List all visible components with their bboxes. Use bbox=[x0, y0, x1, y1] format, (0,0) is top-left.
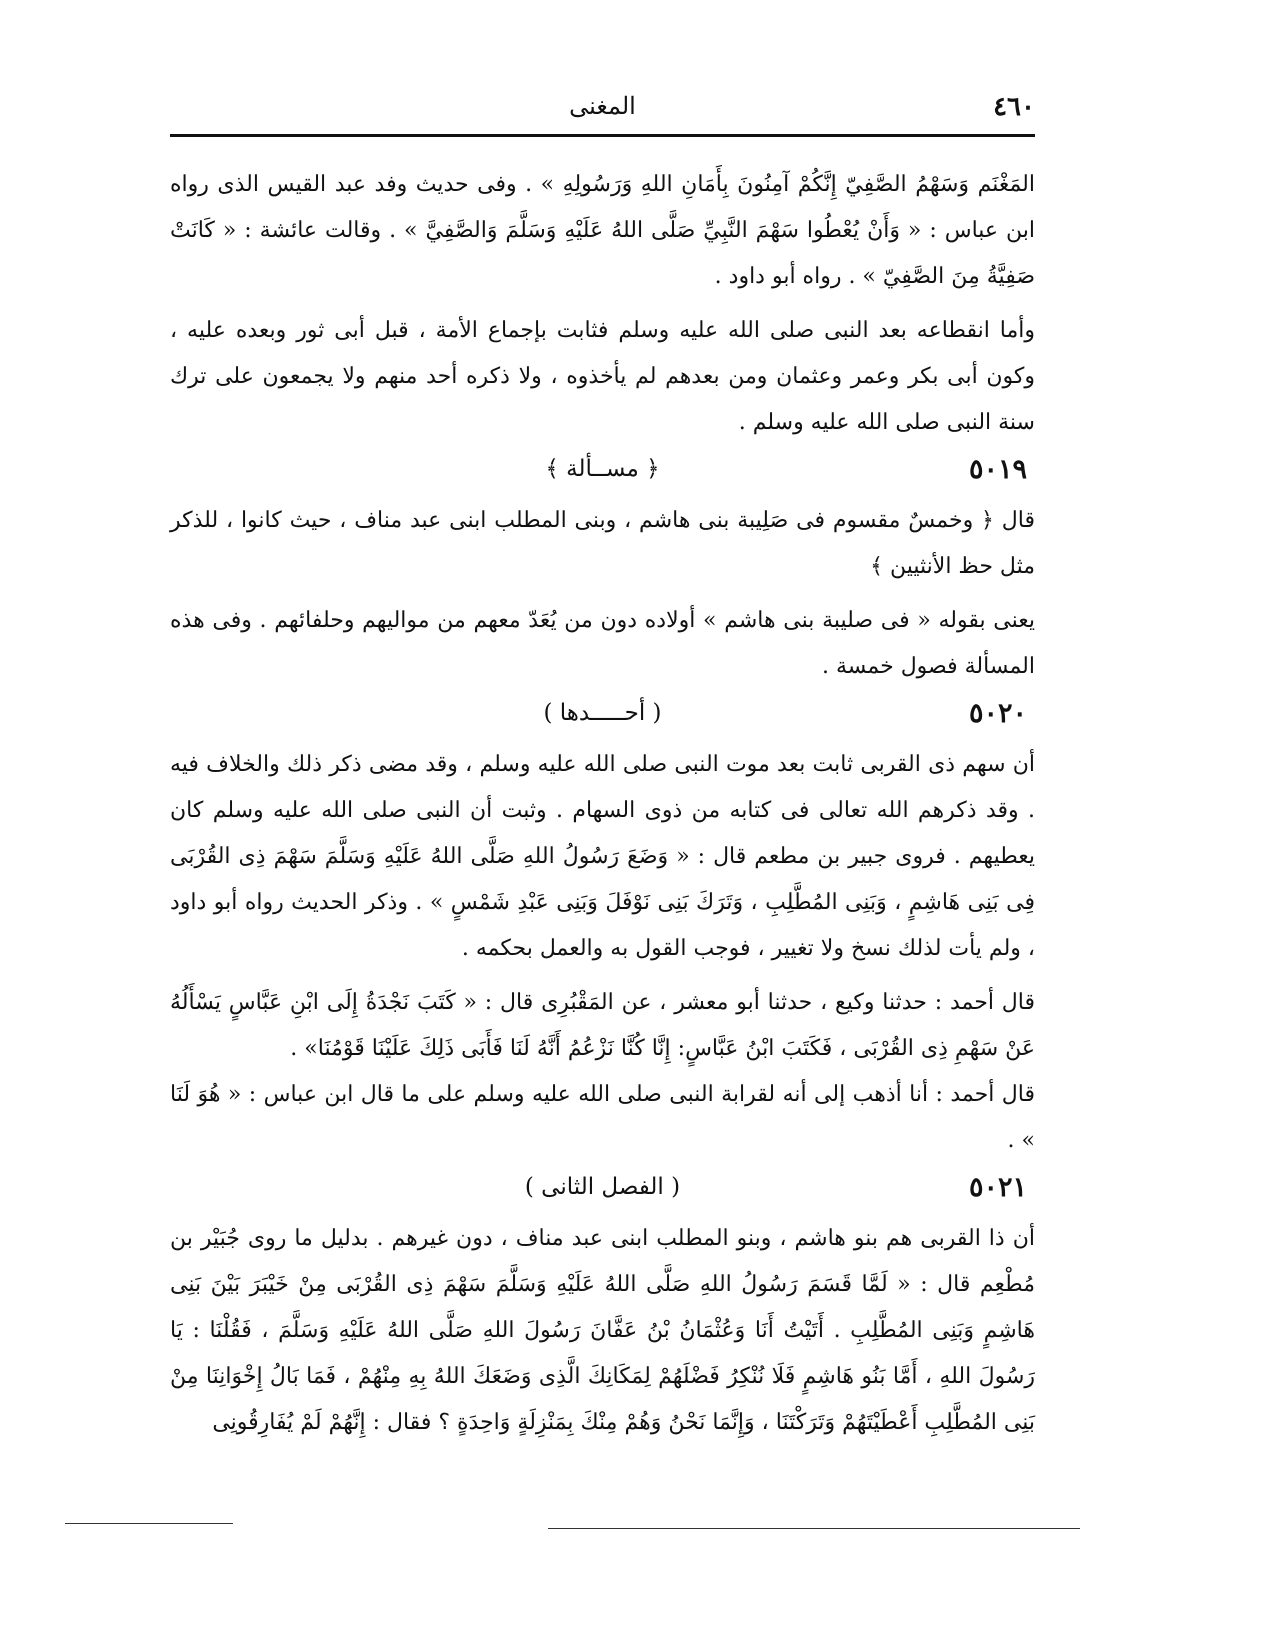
paragraph-3: قال ﴿ وخمسٌ مقسوم فى صَلِيبة بنى هاشم ، وبنى المطلب ابنى عبد مناف ، حيث كانوا ، للذكر مثل حظ الأنثيين ﴾ bbox=[170, 508, 1035, 579]
section-5019-title: ﴿ مســألة ﴾ bbox=[545, 456, 660, 482]
paragraph-7: قال أحمد : أنا أذهب إلى أنه لقرابة النبى صلى الله عليه وسلم على ما قال ابن عباس : « هُوَ لَنَا » . bbox=[170, 1082, 1035, 1153]
section-5021-heading bbox=[170, 1164, 1035, 1216]
section-5021-number: ٥٠٢١ bbox=[968, 1172, 1027, 1203]
paragraph-1: المَغْنَم وَسَهْمُ الصَّفِيّ إِنَّكُمْ آمِنُونَ بِأَمَانِ اللهِ وَرَسُولِهِ » . وفى حديث وفد عبد القيس الذى رواه ابن عباس : « وَأَنْ يُعْطُوا سَهْمَ النَّبِيِّ صَلَّى اللهُ عَلَيْهِ وَسَلَّمَ وَالصَّفِيَّ » . وقالت عائشة : « كَانَتْ صَفِيَّةُ مِنَ الصَّفِيّ » . رواه أبو داود . bbox=[170, 172, 1035, 289]
section-5020-heading bbox=[170, 690, 1035, 742]
running-title: المغنى bbox=[569, 92, 636, 120]
section-5019-heading bbox=[170, 446, 1035, 498]
section-5019-number: ٥٠١٩ bbox=[968, 454, 1027, 485]
page-body bbox=[170, 162, 1035, 1446]
section-5021-title: ( الفصل الثانى ) bbox=[524, 1174, 681, 1200]
header-rule bbox=[170, 134, 1035, 137]
section-5020-title: ( أحـــــدها ) bbox=[543, 700, 662, 726]
paragraph-2: وأما انقطاعه بعد النبى صلى الله عليه وسلم فثابت بإجماع الأمة ، قبل أبى ثور وبعده عليه ، وكون أبى بكر وعمر وعثمان ومن بعدهم لم يأخذوه ، ولا ذكره أحد منهم ولا يجمعون على ترك سنة النبى صلى الله عليه وسلم . bbox=[170, 318, 1035, 435]
paragraph-5: أن سهم ذى القربى ثابت بعد موت النبى صلى الله عليه وسلم ، وقد مضى ذكر ذلك والخلاف فيه . وقد ذكرهم الله تعالى فى كتابه من ذوى السهام . وثبت أن النبى صلى الله عليه وسلم كان يعطيهم . فروى جبير بن مطعم قال : « وَضَعَ رَسُولُ اللهِ صَلَّى اللهُ عَلَيْهِ وَسَلَّمَ سَهْمَ ذِى القُرْبَى فِى بَنِى هَاشِمٍ ، وَبَنِى المُطَّلِبِ ، وَتَرَكَ بَنِى نَوْفَلَ وَبَنِى عَبْدِ شَمْسٍ » . وذكر الحديث رواه أبو داود ، ولم يأت لذلك نسخ ولا تغيير ، فوجب القول به والعمل بحكمه . bbox=[170, 752, 1035, 961]
section-5020-number: ٥٠٢٠ bbox=[968, 698, 1027, 729]
footer-rule-long bbox=[548, 1528, 1080, 1529]
page-header bbox=[170, 92, 1035, 132]
paragraph-4: يعنى بقوله « فى صليبة بنى هاشم » أولاده دون من يُعَدّ معهم من مواليهم وحلفائهم . وفى هذه المسألة فصول خمسة . bbox=[170, 608, 1035, 679]
paragraph-6: قال أحمد : حدثنا وكيع ، حدثنا أبو معشر ، عن المَقْبُرِى قال : « كَتَبَ نَجْدَةُ إِلَى ابْنِ عَبَّاسٍ يَسْأَلُهُ عَنْ سَهْمِ ذِى القُرْبَى ، فَكَتَبَ ابْنُ عَبَّاسٍ: إِنَّا كُنَّا نَزْعُمُ أَنَّهُ لَنَا فَأَبَى ذَلِكَ عَلَيْنَا قَوْمُنَا» . bbox=[170, 990, 1035, 1061]
paragraph-8: أن ذا القربى هم بنو هاشم ، وبنو المطلب ابنى عبد مناف ، دون غيرهم . بدليل ما روى جُبَيْر بن مُطْعِم قال : « لَمَّا قَسَمَ رَسُولُ اللهِ صَلَّى اللهُ عَلَيْهِ وَسَلَّمَ سَهْمَ ذِى القُرْبَى مِنْ خَيْبَرَ بَيْنَ بَنِى هَاشِمٍ وَبَنِى المُطَّلِبِ . أَتَيْتُ أَنَا وَعُثْمَانُ بْنُ عَفَّانَ رَسُولَ اللهِ صَلَّى اللهُ عَلَيْهِ وَسَلَّمَ ، فَقُلْنَا : يَا رَسُولَ اللهِ ، أَمَّا بَنُو هَاشِمٍ فَلَا نُنْكِرُ فَضْلَهُمْ لِمَكَانِكَ الَّذِى وَضَعَكَ اللهُ بِهِ مِنْهُمْ ، فَمَا بَالُ إِخْوَانِنَا مِنْ بَنِى المُطَّلِبِ أَعْطَيْتَهُمْ وَتَرَكْتَنَا ، وَإِنَّمَا نَحْنُ وَهُمْ مِنْكَ بِمَنْزِلَةٍ وَاحِدَةٍ ؟ فقال : إِنَّهُمْ لَمْ يُفَارِقُونِى bbox=[170, 1226, 1035, 1435]
footer-rule-short bbox=[65, 1523, 233, 1524]
page-number: ٤٦٠ bbox=[993, 92, 1035, 122]
